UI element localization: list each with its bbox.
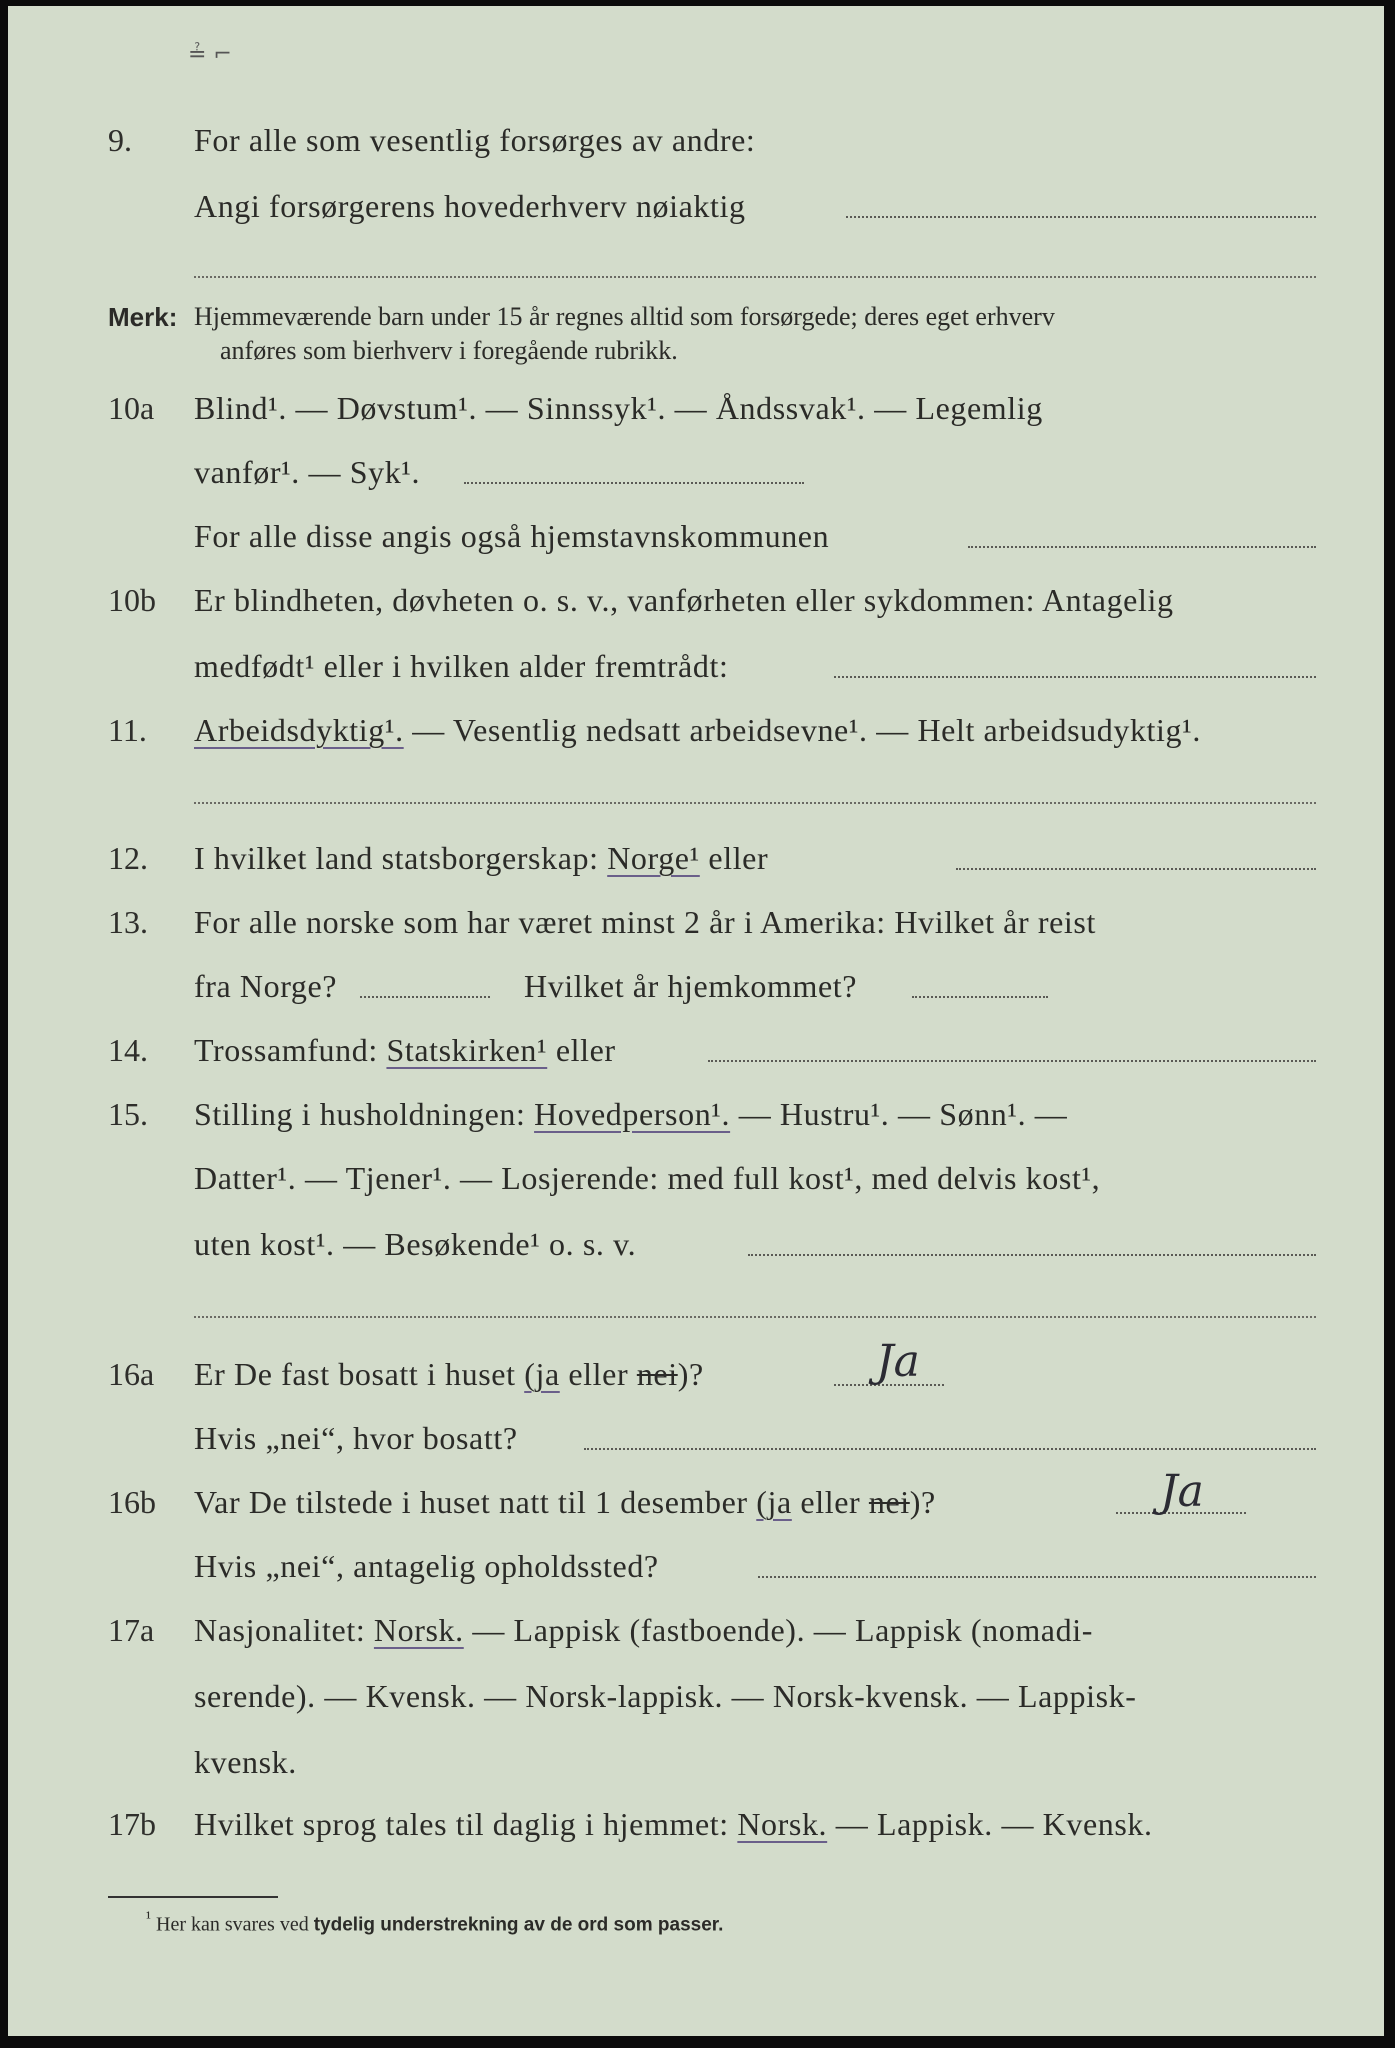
q16a-struck-nei: nei xyxy=(636,1356,678,1392)
q16b-where-line[interactable] xyxy=(758,1576,1316,1578)
q17b-number: 17b xyxy=(108,1806,156,1842)
q17b-question: Hvilket sprog tales til daglig i hjemmet: xyxy=(194,1806,738,1842)
q10a-text-line3: For alle disse angis også hjemstavnskommunen xyxy=(194,518,830,554)
q16b-text xyxy=(194,1484,936,1521)
q15-options-1: — Hustru¹. — Sønn¹. — xyxy=(730,1096,1068,1132)
q13-text-line2b: Hvilket år hjemkommet? xyxy=(524,968,858,1004)
q17b-options: — Lappisk. — Kvensk. xyxy=(827,1806,1153,1842)
q13-number: 13. xyxy=(108,904,148,940)
q10a-text-line2: vanfør¹. — Syk¹. xyxy=(194,454,421,490)
q16a-where-line[interactable] xyxy=(584,1448,1316,1450)
q16a-number: 16a xyxy=(108,1356,155,1392)
q15-answer-rule[interactable] xyxy=(194,1316,1316,1318)
q17a-text-line3: kvensk. xyxy=(194,1744,297,1780)
q16a-handwritten-answer: Ja xyxy=(876,1336,920,1387)
q17a-options-1: — Lappisk (fastboende). — Lappisk (nomadi- xyxy=(463,1612,1093,1648)
q10b-number: 10b xyxy=(108,582,156,618)
q16b-close: )? xyxy=(909,1484,936,1520)
q17a-number: 17a xyxy=(108,1612,155,1648)
q17a-text-line1 xyxy=(194,1612,1093,1649)
q16a-text-line2: Hvis „nei“, hvor bosatt? xyxy=(194,1420,518,1456)
q10a-home-answer-line[interactable] xyxy=(968,546,1316,548)
q14-number: 14. xyxy=(108,1032,148,1068)
footnote-plain: Her kan svares ved xyxy=(156,1913,314,1936)
margin-scribble: ≟ ⌐ xyxy=(188,42,232,67)
q10a-text-line1: Blind¹. — Døvstum¹. — Sinnssyk¹. — Åndssvak¹. — Legemlig xyxy=(194,390,1043,426)
q16b-underlined-ja: (ja xyxy=(756,1484,792,1520)
q10b-answer-line[interactable] xyxy=(834,676,1316,678)
q12-answer-line[interactable] xyxy=(956,868,1316,870)
q16a-text xyxy=(194,1356,704,1393)
merk-label: Merk: xyxy=(108,302,178,332)
q11-options: — Vesentlig nedsatt arbeidsevne¹. — Helt arbeidsudyktig¹. xyxy=(403,712,1201,748)
q16a-underlined-ja: (ja xyxy=(524,1356,560,1392)
q17a-underlined-answer: Norsk. xyxy=(373,1612,464,1648)
footnote-divider xyxy=(108,1896,278,1898)
q12-underlined-answer: Norge¹ xyxy=(607,840,700,876)
q16b-handwritten-answer: Ja xyxy=(1160,1466,1204,1517)
q11-text xyxy=(194,712,1201,749)
q14-underlined-answer: Statskirken¹ xyxy=(386,1032,548,1068)
q12-question: I hvilket land statsborgerskap: xyxy=(194,840,608,876)
q15-underlined-answer: Hovedperson¹. xyxy=(534,1096,731,1132)
q15-text-line1 xyxy=(194,1096,1067,1133)
q16b-text-line2: Hvis „nei“, antagelig opholdssted? xyxy=(194,1548,659,1584)
q14-eller: eller xyxy=(547,1032,616,1068)
q13-text-line1: For alle norske som har været minst 2 år i Amerika: Hvilket år reist xyxy=(194,904,1096,940)
q14-text xyxy=(194,1032,616,1069)
q16a-question: Er De fast bosatt i huset xyxy=(194,1356,525,1392)
q15-answer-line[interactable] xyxy=(748,1254,1316,1256)
q16b-number: 16b xyxy=(108,1484,156,1520)
q10b-text-line2: medfødt¹ eller i hvilken alder fremtrådt: xyxy=(194,648,729,684)
q17b-underlined-answer: Norsk. xyxy=(737,1806,828,1842)
q15-text-line2: Datter¹. — Tjener¹. — Losjerende: med full kost¹, med delvis kost¹, xyxy=(194,1160,1101,1196)
footnote-bold: tydelig understrekning av de ord som passer. xyxy=(313,1914,724,1936)
q14-question: Trossamfund: xyxy=(194,1032,387,1068)
q12-eller: eller xyxy=(699,840,769,876)
q15-number: 15. xyxy=(108,1096,148,1132)
q16a-close: )? xyxy=(677,1356,704,1392)
q17b-text xyxy=(194,1806,1153,1843)
q15-question: Stilling i husholdningen: xyxy=(194,1096,535,1132)
merk-text-line2: anføres som bierhverv i foregående rubrikk. xyxy=(220,336,678,365)
footnote-mark: ¹ xyxy=(146,1908,151,1927)
q10a-sick-answer-line[interactable] xyxy=(464,482,804,484)
q15-text-line3: uten kost¹. — Besøkende¹ o. s. v. xyxy=(194,1226,637,1262)
footnote xyxy=(146,1908,723,1937)
q14-answer-line[interactable] xyxy=(708,1060,1316,1062)
q11-answer-rule[interactable] xyxy=(194,802,1316,804)
q16b-question: Var De tilstede i huset natt til 1 desember xyxy=(194,1484,757,1520)
q11-underlined-answer: Arbeidsdyktig¹. xyxy=(194,712,404,748)
q13-text-line2a: fra Norge? xyxy=(194,968,338,1004)
q16b-struck-nei: nei xyxy=(868,1484,910,1520)
q13-return-year-line[interactable] xyxy=(912,996,1048,998)
q10a-number: 10a xyxy=(108,390,155,426)
q9-text-line1: For alle som vesentlig forsørges av andre: xyxy=(194,122,756,158)
q13-left-year-line[interactable] xyxy=(360,996,490,998)
q9-text-line2: Angi forsørgerens hovederhverv nøiaktig xyxy=(194,188,746,224)
q9-answer-line[interactable] xyxy=(846,216,1316,218)
q10b-text-line1: Er blindheten, døvheten o. s. v., vanførheten eller sykdommen: Antagelig xyxy=(194,582,1174,618)
q17a-text-line2: serende). — Kvensk. — Norsk-lappisk. — Norsk-kvensk. — Lappisk- xyxy=(194,1678,1137,1714)
q9-number: 9. xyxy=(108,122,132,158)
q17a-question: Nasjonalitet: xyxy=(194,1612,374,1648)
q11-number: 11. xyxy=(108,712,147,748)
q16b-eller: eller xyxy=(791,1484,869,1520)
q16a-eller: eller xyxy=(559,1356,637,1392)
q12-number: 12. xyxy=(108,840,148,876)
merk-text-line1: Hjemmeværende barn under 15 år regnes alltid som forsørgede; deres eget erhverv xyxy=(194,302,1055,331)
census-form-page xyxy=(8,6,1384,2036)
q9-answer-rule[interactable] xyxy=(194,276,1316,278)
q12-text xyxy=(194,840,768,877)
